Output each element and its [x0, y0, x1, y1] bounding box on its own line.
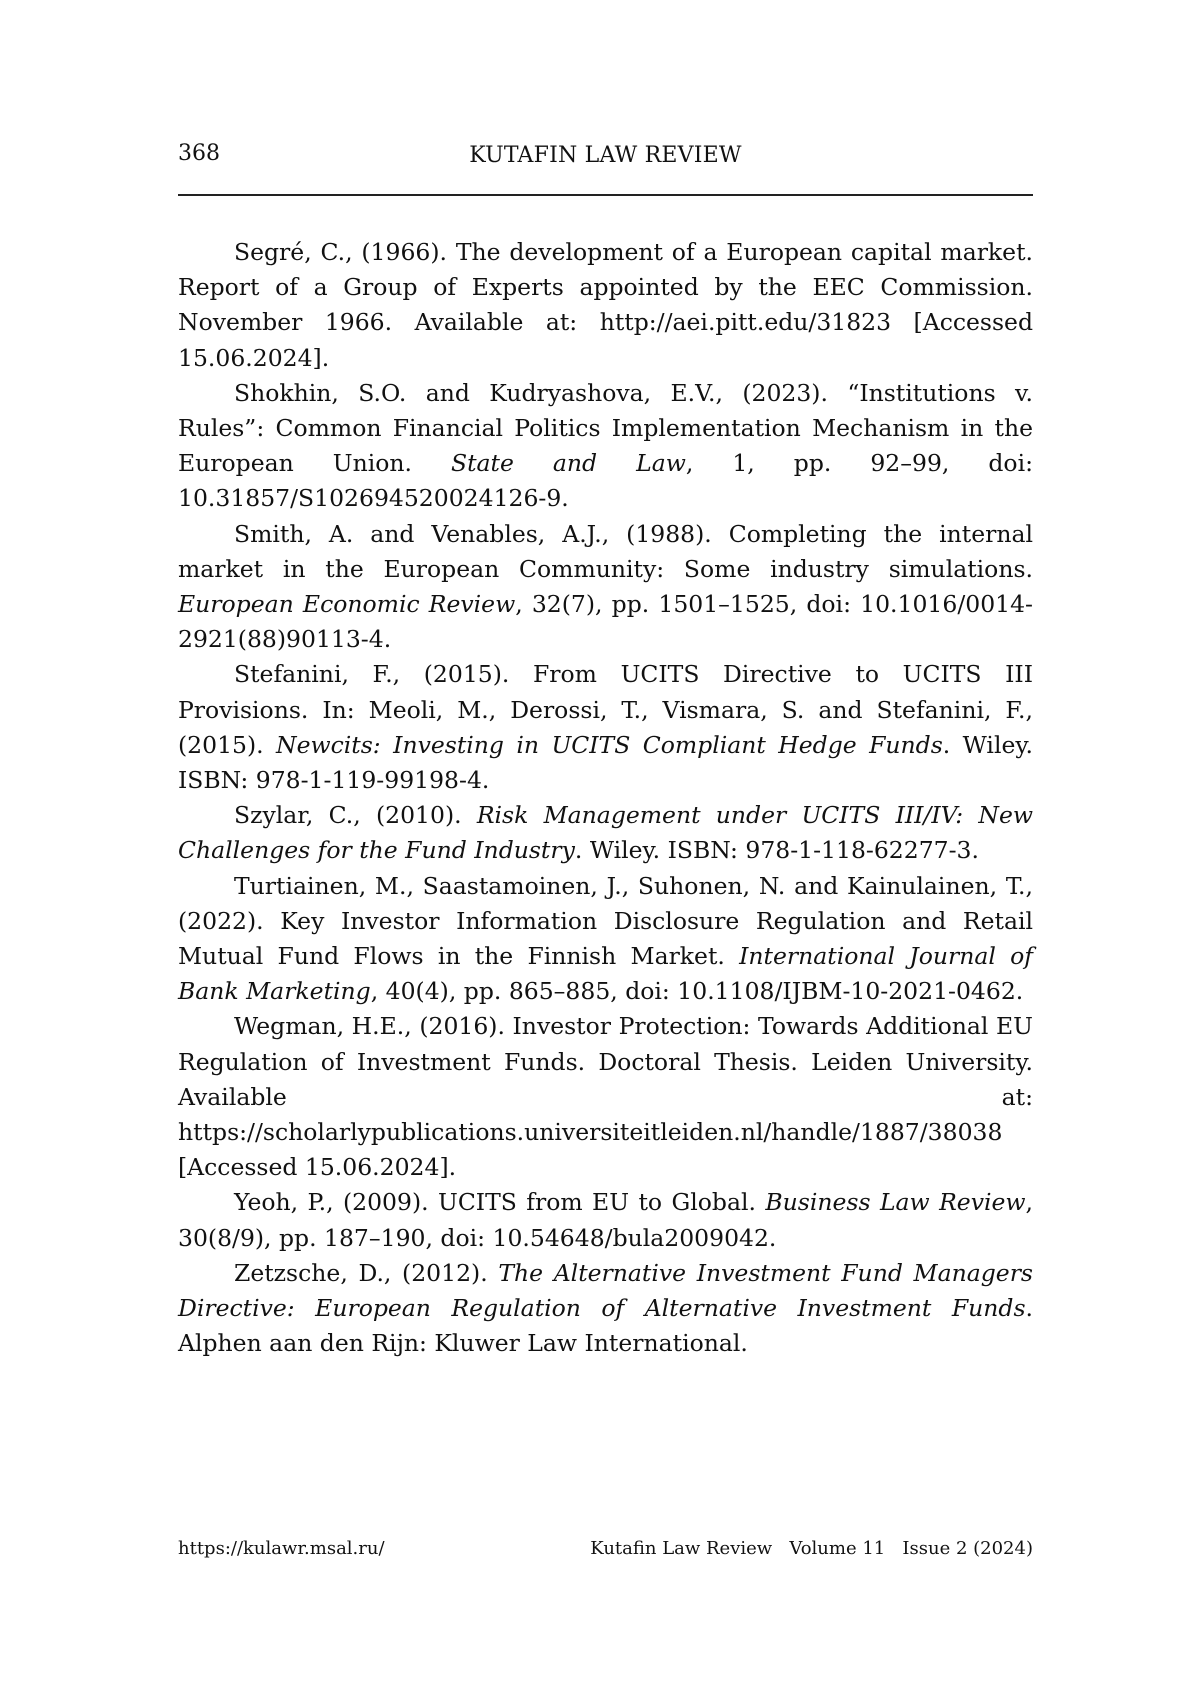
reference-entry — [178, 517, 1033, 658]
reference-text: Wegman, H.E., (2016). Investor Protection: Towards Additional EU Regulation of Investment Funds. Doctoral Thesis. Leiden University. Available at: https://scholarlypublications.universiteitleiden.nl/handle/1887/38038 [Accessed 15.06.2024]. — [178, 1012, 1033, 1182]
reference-text: . Wiley. ISBN: 978-1-118-62277-3. — [574, 836, 979, 865]
reference-text: Segré, C., (1966). The development of a European capital market. Report of a Group of Experts appointed by the EEC Commission. November 1966. Available at: http://aei.pitt.edu/31823 [Accessed 15.06.2024]. — [178, 238, 1033, 372]
reference-source-title: Business Law Review — [765, 1188, 1026, 1217]
reference-list — [178, 235, 1033, 1362]
reference-source-title: The Alternative Investment Fund Managers Directive: European Regulation of Alternative Investment Funds — [178, 1258, 1033, 1323]
header-divider — [178, 194, 1033, 196]
reference-text: , 32(7), pp. 1501–1525, doi: 10.1016/0014-2921(88)90113-4. — [178, 590, 1033, 654]
reference-text: , 30(8/9), pp. 187–190, doi: 10.54648/bula2009042. — [178, 1188, 1033, 1252]
reference-text: Stefanini, F., (2015). From UCITS Directive to UCITS III Provisions. In: Meoli, M., Derossi, T., Vismara, S. and Stefanini, F., (2015). — [178, 660, 1033, 759]
reference-entry — [178, 1009, 1033, 1185]
reference-source-title: Newcits: Investing in UCITS Compliant Hedge Funds — [276, 730, 943, 759]
reference-text: , 40(4), pp. 865–885, doi: 10.1108/IJBM-10-2021-0462. — [370, 977, 1024, 1006]
running-header — [178, 136, 1033, 176]
reference-entry — [178, 376, 1033, 517]
reference-text: Shokhin, S.O. and Kudryashova, E.V., (2023). “Institutions v. Rules”: Common Financial Politics Implementation Mechanism in the European Union. — [178, 378, 1033, 478]
reference-text: . Wiley. ISBN: 978-1-119-99198-4. — [178, 730, 1033, 795]
reference-entry — [178, 657, 1033, 798]
reference-entry — [178, 869, 1033, 1010]
reference-source-title: State and Law — [451, 449, 686, 478]
page-number: 368 — [178, 141, 220, 166]
reference-entry — [178, 1256, 1033, 1362]
reference-source-title: International Journal of Bank Marketing — [178, 942, 1033, 1006]
reference-entry — [178, 1185, 1033, 1255]
footer-citation: Kutafin Law Review Volume 11 Issue 2 (2024) — [590, 1538, 1033, 1559]
reference-entry — [178, 798, 1033, 868]
reference-entry — [178, 235, 1033, 376]
reference-text: Szylar, C., (2010). — [234, 801, 477, 830]
journal-title: KUTAFIN LAW REVIEW — [469, 143, 742, 168]
reference-text: Zetzsche, D., (2012). — [234, 1258, 499, 1287]
reference-text: Yeoh, P., (2009). UCITS from EU to Global. — [234, 1188, 766, 1217]
reference-source-title: European Economic Review — [178, 590, 516, 619]
footer-url[interactable]: https://kulawr.msal.ru/ — [178, 1538, 385, 1559]
reference-text: . Alphen aan den Rijn: Kluwer Law International. — [178, 1294, 1033, 1358]
reference-text: , 1, pp. 92–99, doi: 10.31857/S102694520024126-9. — [178, 449, 1034, 513]
reference-source-title: Risk Management under UCITS III/IV: New Challenges for the Fund Industry — [178, 801, 1033, 865]
reference-text: Smith, A. and Venables, A.J., (1988). Completing the internal market in the European Community: Some industry simulations. — [178, 519, 1033, 583]
reference-text: Turtiainen, M., Saastamoinen, J., Suhonen, N. and Kainulainen, T., (2022). Key Investor Information Disclosure Regulation and Retail Mutual Fund Flows in the Finnish Market. — [178, 871, 1033, 971]
